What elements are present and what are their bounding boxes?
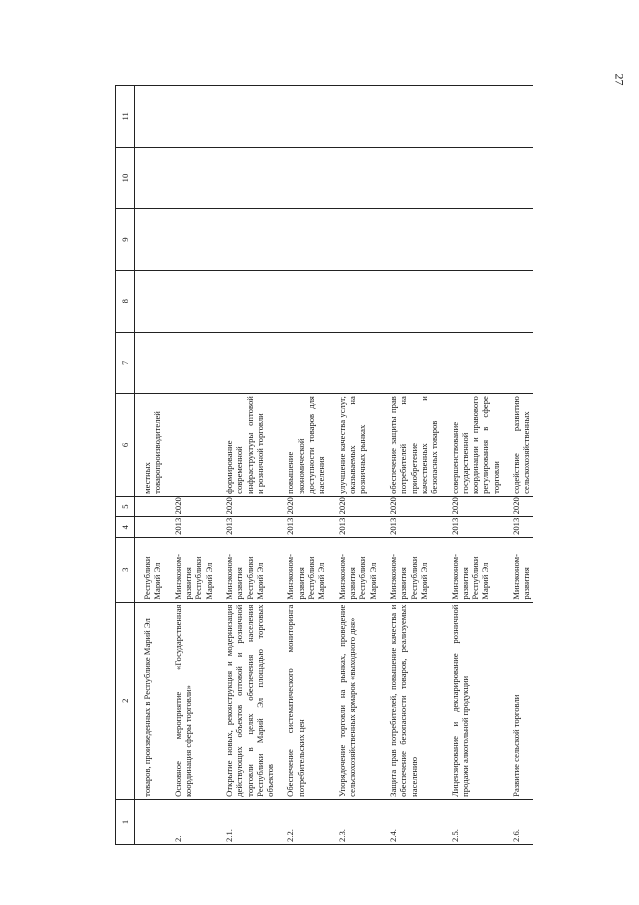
empty-cell [379,86,441,148]
empty-cell [164,332,215,394]
end-year: 2020 [276,496,327,517]
table-row [215,86,277,845]
start-year: 2013 [502,517,533,538]
empty-cell [441,209,503,271]
program-measures-table [115,85,533,845]
header-cell: 4 [116,517,135,538]
start-year: 2013 [441,517,503,538]
header-cell: 9 [116,209,135,271]
header-cell: 6 [116,394,135,497]
expected-result: повышение экономической доступности товаров для населения [276,394,327,497]
empty-cell [135,270,164,332]
empty-cell [328,332,379,394]
measure-name: Открытие новых, реконструкция и модернизация действующих объектов оптовой и розничной торговли в целях обеспечения населения Республики Марий Эл площадью торговых объектов [215,602,277,799]
header-cell: 2 [116,602,135,799]
expected-result [164,394,215,497]
empty-cell [441,147,503,209]
empty-cell [135,147,164,209]
executor: Минэконом-развития Республики Марий Эл [276,537,327,602]
row-number: 2.6. [502,799,533,844]
table-row [164,86,215,845]
executor: Республики Марий Эл [135,537,164,602]
empty-cell [276,270,327,332]
table-row [276,86,327,845]
empty-cell [215,209,277,271]
empty-cell [328,209,379,271]
empty-cell [328,86,379,148]
measure-name: Лицензирование и декларирование розничной продажи алкогольной продукции [441,602,503,799]
start-year: 2013 [164,517,215,538]
empty-cell [502,86,533,148]
expected-result: обеспечение защиты прав потребителей на приобретение качественных и безопасных товаров [379,394,441,497]
measure-name: Упорядочение торговли на рынках, проведение сельскохозяйственных ярмарок «выходного дня» [328,602,379,799]
empty-cell [328,270,379,332]
empty-cell [276,147,327,209]
end-year: 2020 [328,496,379,517]
empty-cell [502,332,533,394]
executor: Минэконом-развития Республики Марий Эл [441,537,503,602]
table-row [135,86,164,845]
row-number: 2. [164,799,215,844]
table-row [379,86,441,845]
empty-cell [164,270,215,332]
measure-name: Развитие сельской торговли [502,602,533,799]
start-year [135,517,164,538]
start-year: 2013 [328,517,379,538]
empty-cell [441,270,503,332]
empty-cell [502,209,533,271]
empty-cell [502,270,533,332]
measure-name: Обеспечение систематического мониторинга потребительских цен [276,602,327,799]
measure-name: Защита прав потребителей, повышение качества и обеспечение безопасности товаров, реализуемых населению [379,602,441,799]
empty-cell [135,209,164,271]
header-cell: 11 [116,86,135,148]
end-year: 2020 [379,496,441,517]
end-year: 2020 [441,496,503,517]
end-year: 2020 [164,496,215,517]
header-cell: 8 [116,270,135,332]
table-row [441,86,503,845]
empty-cell [379,147,441,209]
expected-result: совершенствование государственной координации и правового регулирования в сфере торговли [441,394,503,497]
header-cell: 3 [116,537,135,602]
executor: Минэконом-развития Республики Марий Эл [328,537,379,602]
header-cell: 7 [116,332,135,394]
empty-cell [379,270,441,332]
empty-cell [328,147,379,209]
empty-cell [276,209,327,271]
empty-cell [164,147,215,209]
empty-cell [379,332,441,394]
measure-name: товаров, произведенных в Республике Марий Эл [135,602,164,799]
expected-result: местных товаропроизводителей [135,394,164,497]
header-cell: 10 [116,147,135,209]
header-cell: 5 [116,496,135,517]
empty-cell [441,332,503,394]
table-row [502,86,533,845]
empty-cell [276,332,327,394]
expected-result: формирование современной инфраструктуры оптовой и розничной торговли [215,394,277,497]
empty-cell [441,86,503,148]
row-number: 2.4. [379,799,441,844]
empty-cell [135,332,164,394]
empty-cell [135,86,164,148]
executor: Минэконом-развития Республики Марий Эл [215,537,277,602]
empty-cell [164,209,215,271]
empty-cell [276,86,327,148]
table-row [328,86,379,845]
empty-cell [215,86,277,148]
end-year: 2020 [215,496,277,517]
executor: Минэконом-развития Республики Марий Эл [379,537,441,602]
executor: Минэконом-развития Республики Марий Эл [164,537,215,602]
end-year [135,496,164,517]
start-year: 2013 [379,517,441,538]
empty-cell [215,332,277,394]
executor: Минэконом-развития [502,537,533,602]
row-number [135,799,164,844]
expected-result: улучшение качества услуг, оказываемых на розничных рынках [328,394,379,497]
empty-cell [164,86,215,148]
empty-cell [502,147,533,209]
start-year: 2013 [276,517,327,538]
start-year: 2013 [215,517,277,538]
row-number: 2.5. [441,799,503,844]
header-cell: 1 [116,799,135,844]
empty-cell [379,209,441,271]
row-number: 2.3. [328,799,379,844]
expected-result: содействие развитию сельскохозяйственных [502,394,533,497]
end-year: 2020 [502,496,533,517]
empty-cell [215,147,277,209]
measure-name: Основное мероприятие «Государственная координация сферы торговли» [164,602,215,799]
rotated-table-wrapper [115,85,634,845]
row-number: 2.1. [215,799,277,844]
header-row [116,86,135,845]
empty-cell [215,270,277,332]
row-number: 2.2. [276,799,327,844]
page-number: 27 [612,73,627,86]
